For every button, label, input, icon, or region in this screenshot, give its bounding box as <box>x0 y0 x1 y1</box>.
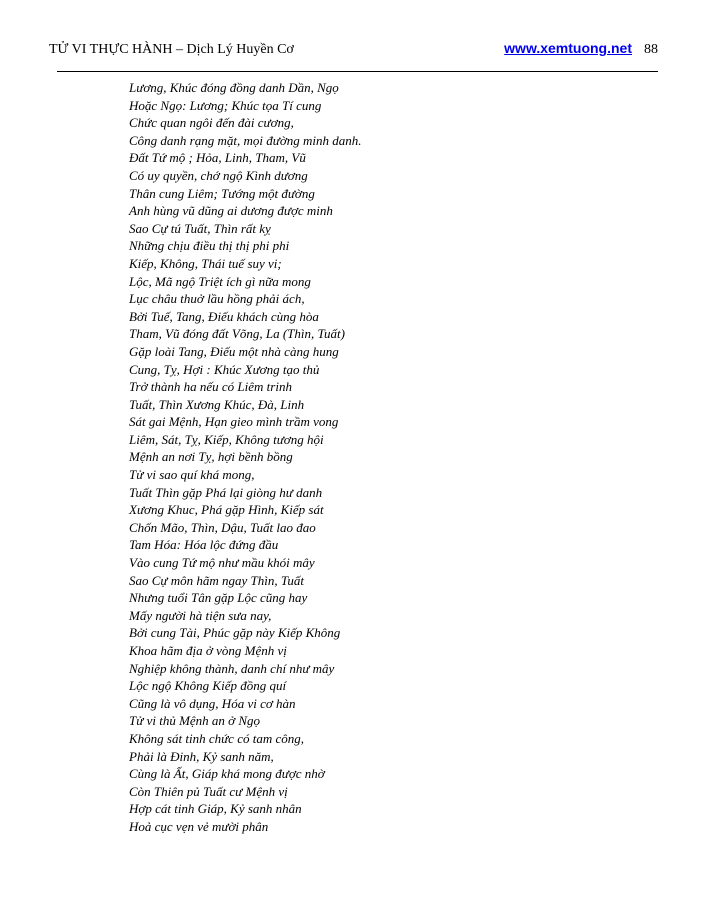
poem-line: Nhưng tuổi Tân gặp Lộc cũng hay <box>129 590 308 606</box>
poem-line: Mấy người hà tiện sưa nay, <box>129 607 272 623</box>
poem-line: Mệnh an nơi Tỵ, hợi bềnh bồng <box>129 449 293 465</box>
poem-line: Chức quan ngôi đến đài cương, <box>129 115 294 131</box>
poem-line: Gặp loài Tang, Điếu một nhà càng hung <box>129 343 339 359</box>
poem-line: Bởi cung Tài, Phúc gặp này Kiếp Không <box>129 625 341 641</box>
poem-line: Lục châu thuở lầu hồng phải ách, <box>129 291 305 307</box>
poem-line: Vào cung Tứ mộ như mầu khói mây <box>129 555 315 571</box>
poem-line: Cung, Tỵ, Hợi : Khúc Xương tạo thủ <box>129 361 320 377</box>
poem-line: Thân cung Liêm; Tướng một đường <box>129 185 315 201</box>
poem-line: Kiếp, Không, Thái tuế suy vi; <box>129 255 282 271</box>
header-right <box>504 40 658 58</box>
poem-line: Hợp cát tinh Giáp, Kỷ sanh nhân <box>129 801 302 817</box>
poem-line: Bởi Tuế, Tang, Điếu khách cùng hòa <box>129 308 319 324</box>
website-link[interactable]: www.xemtuong.net <box>504 40 632 56</box>
poem-line: Tử vi thủ Mệnh an ở Ngọ <box>129 713 261 729</box>
page-number: 88 <box>644 42 658 57</box>
poem-line: Đất Tứ mộ ; Hỏa, Linh, Tham, Vũ <box>129 150 306 166</box>
poem-line: Cùng là Ất, Giáp khá mong được nhờ <box>129 766 325 782</box>
poem-body <box>129 79 649 836</box>
poem-line: Tuất, Thìn Xương Khúc, Đà, Linh <box>129 396 305 412</box>
poem-line: Phải là Đinh, Kỷ sanh năm, <box>129 748 274 764</box>
poem-line: Cũng là vô dụng, Hóa vi cơ hàn <box>129 695 296 711</box>
poem-line: Tử vi sao quí khá mong, <box>129 467 255 483</box>
poem-line: Khoa hãm địa ở vòng Mệnh vị <box>129 643 287 658</box>
poem-line: Anh hùng vũ dũng ai dương được minh <box>129 203 333 219</box>
poem-line: Những chịu điều thị thị phi phi <box>129 238 290 254</box>
poem-line: Có uy quyền, chớ ngộ Kình dương <box>129 167 308 183</box>
poem-line: Tam Hóa: Hóa lộc đứng đầu <box>129 537 279 553</box>
poem-line: Chốn Mão, Thìn, Dậu, Tuất lao đao <box>129 519 316 535</box>
poem-line: Lương, Khúc đóng đồng danh Dần, Ngọ <box>129 80 339 95</box>
poem-line: Nghiệp không thành, danh chí như mây <box>129 660 335 676</box>
poem-line: Hoả cục vẹn vẻ mười phân <box>129 818 269 834</box>
header-title: TỬ VI THỰC HÀNH – Dịch Lý Huyền Cơ <box>49 42 294 57</box>
poem-line: Trở thành ha nếu có Liêm trinh <box>129 379 292 395</box>
poem-line: Sát gai Mệnh, Hạn gieo mình trầm vong <box>129 414 339 430</box>
poem-line: Lộc, Mã ngộ Triệt ích gì nữa mong <box>129 273 311 289</box>
poem-line: Liêm, Sát, Tỵ, Kiếp, Không tương hội <box>129 431 324 447</box>
poem-line: Công danh rạng mặt, mọi đường minh danh. <box>129 132 362 148</box>
header-divider <box>57 71 658 72</box>
poem-line: Sao Cự môn hãm ngay Thìn, Tuất <box>129 572 305 588</box>
poem-line: Tuất Thìn gặp Phá lại giòng hư danh <box>129 484 323 500</box>
page-header <box>49 40 658 64</box>
poem-line: Sao Cự tú Tuất, Thìn rất kỵ <box>129 220 271 236</box>
poem-line: Tham, Vũ đóng đất Võng, La (Thìn, Tuất) <box>129 326 345 342</box>
poem-line: Xương Khuc, Phá gặp Hình, Kiếp sát <box>129 502 324 518</box>
poem-line: Lộc ngộ Không Kiếp đồng quí <box>129 678 287 694</box>
poem-line: Không sát tinh chức có tam công, <box>129 730 304 746</box>
poem-line: Hoặc Ngọ: Lương; Khúc tọa Tí cung <box>129 97 322 113</box>
poem-line: Còn Thiên pủ Tuất cư Mệnh vị <box>129 783 288 799</box>
